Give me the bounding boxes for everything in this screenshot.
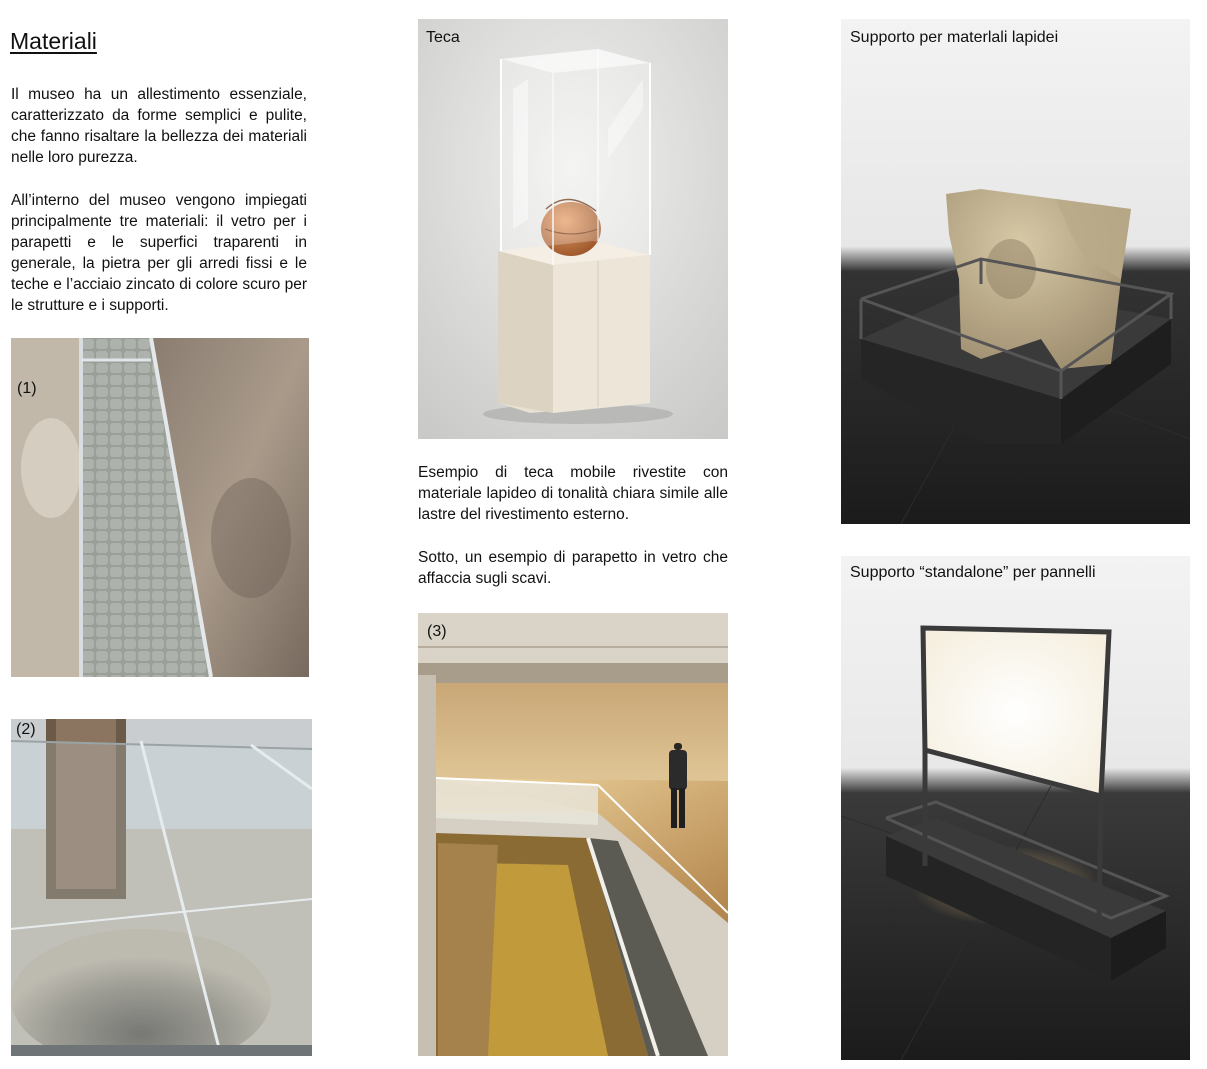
photo2-label: (2): [16, 721, 36, 738]
photo-glass-walkway: [11, 338, 309, 677]
teca-label: Teca: [426, 29, 460, 46]
photo-museum-interior: [418, 613, 728, 1056]
page-title: Materiali: [10, 28, 97, 54]
supporto-standalone-label: Supporto “standalone” per pannelli: [850, 564, 1096, 581]
render-supporto-standalone: [841, 556, 1190, 1060]
caption-parapetto: Sotto, un esempio di parapetto in vetro che affaccia sugli scavi.: [418, 549, 728, 587]
photo3-label: (3): [427, 623, 447, 640]
intro-paragraph-1: Il museo ha un allestimento essenziale, caratterizzato da forme semplici e pulite, che fanno risaltare la bellezza dei materiali nelle loro purezza.: [11, 86, 307, 166]
caption-teca: Esempio di teca mobile rivestite con materiale lapideo di tonalità chiara simile alle lastre del rivestimento esterno.: [418, 464, 728, 523]
render-teca: [418, 19, 728, 439]
intro-paragraph-2: All’interno del museo vengono impiegati principalmente tre materiali: il vetro per i parapetti e le superfici traparenti in generale, la pietra per gli arredi fissi e le teche e l’acciaio zincato di colore scuro per le strutture e i supporti.: [11, 192, 307, 314]
photo1-label: (1): [17, 380, 37, 397]
supporto-lapidei-label: Supporto per materlali lapidei: [850, 29, 1059, 46]
photo-glass-floor: [11, 719, 312, 1056]
render-supporto-lapidei: [841, 19, 1190, 524]
